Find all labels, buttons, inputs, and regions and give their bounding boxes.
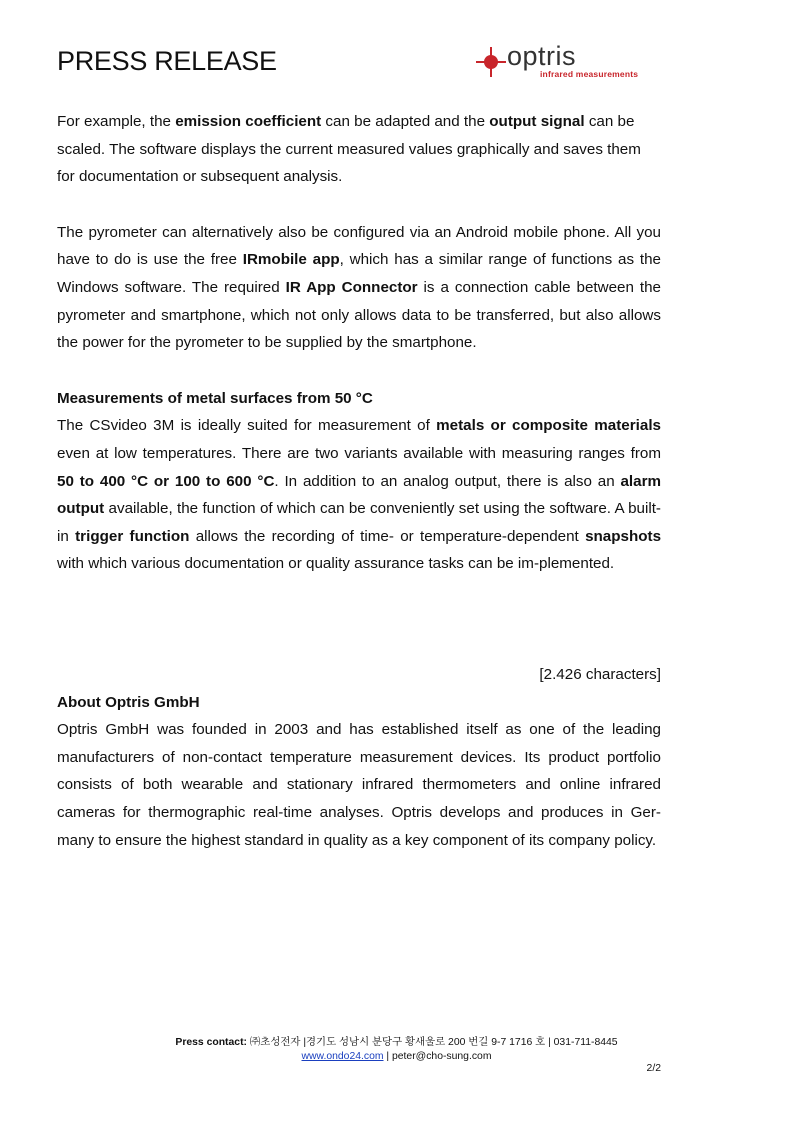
optris-logo [476,41,666,83]
metal-body-text: available, the function of which can be conveniently set using the software. A built-in [57,500,661,545]
intro-p2-emphasis: IR App Connector [285,278,418,296]
press-contact-address: ㈜초성전자 |경기도 성남시 분당구 황새울로 200 번길 9-7 1716 호 | 031-711-8445 [249,1037,618,1048]
metal-body-emphasis: 50 to 400 °C or 100 to 600 °C [57,472,275,490]
metal-section-body [57,412,661,578]
intro-p2-emphasis: IRmobile app [242,251,340,269]
logo-wordmark: optris [507,41,577,71]
metal-body-text: . In addition to an analog output, there is also an [274,472,621,490]
intro-p1-text: For example, the [57,113,176,130]
about-heading: About Optris GmbH [57,693,200,711]
metal-section-heading: Measurements of metal surfaces from 50 °C [57,389,373,407]
metal-body-emphasis: snapshots [585,527,662,545]
press-contact-footer [0,1036,793,1063]
logo-tagline: infrared measurements [540,69,639,79]
metal-body-emphasis: metals or composite materials [436,417,661,435]
intro-paragraph-2 [57,219,661,357]
character-count: [2.426 characters] [539,666,661,683]
metal-body-emphasis: trigger function [75,527,190,545]
intro-paragraph-1 [57,108,661,191]
crosshair-icon [476,47,506,77]
metal-body-text: even at low temperatures. There are two variants available with measuring ranges from [57,444,661,462]
intro-p1-text: can be adapted and the [321,113,490,130]
contact-email: | peter@cho-sung.com [383,1050,492,1062]
intro-p1-emphasis: emission coefficient [175,113,322,130]
metal-body-text: allows the recording of time- or temperature-dependent [189,527,586,545]
intro-p1-text: can be scaled. The software displays the current measured values graphically and saves them for documentation or subsequent analysis. [57,113,641,186]
intro-section [57,108,661,578]
website-link[interactable]: www.ondo24.com [301,1050,384,1062]
metal-body-emphasis: alarm output [57,472,662,518]
metal-body-text: with which various documentation or quality assurance tasks can be im-plemented. [57,555,615,573]
metal-body-text: The CSvideo 3M is ideally suited for measurement of [57,417,437,435]
intro-p2-text: , which has a similar range of functions as the Windows software. The required [57,251,661,296]
intro-p2-text: The pyrometer can alternatively also be configured via an Android mobile phone. All you have to do is use the free [57,223,661,269]
intro-p2-text: is a connection cable between the pyrometer and smartphone, which not only allows data to be transferred, but also allows the power for the pyrometer to be supplied by the smartphone. [57,278,661,352]
about-body: Optris GmbH was founded in 2003 and has established itself as one of the leading manufacturers of non-contact temperature measurement devices. Its product portfolio consists of both wearable and stationary infrared thermometers and online infrared cameras for thermographic real-time analyses. Optris develops and produces in Ger-many to ensure the highest standard in quality as a key component of its company policy. [57,721,661,849]
about-section [57,661,661,854]
intro-p1-emphasis: output signal [489,113,585,130]
page-title: PRESS RELEASE [57,46,277,76]
press-contact-label: Press contact: [175,1037,247,1048]
page-number: 2/2 [646,1063,661,1074]
